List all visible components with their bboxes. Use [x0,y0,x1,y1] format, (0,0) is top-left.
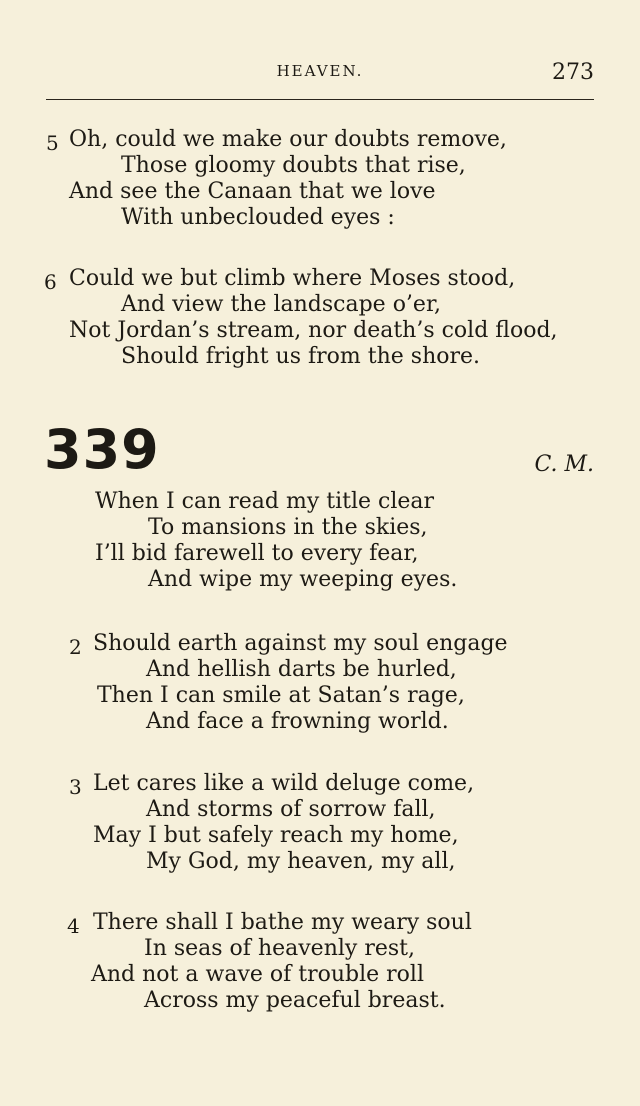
hymn-meter: C. M. [534,452,594,477]
verse-number: 6 [44,270,57,294]
running-header: HEAVEN. [276,62,364,80]
verse-line: Oh, could we make our doubts remove, [69,127,507,152]
verse-line: Then I can smile at Satan’s rage, [97,683,465,708]
verse-number: 5 [46,131,59,155]
verse-line: Across my peaceful breast. [144,988,446,1013]
verse-line: And face a frowning world. [146,709,449,734]
verse-line: And hellish darts be hurled, [146,657,457,682]
verse-line: When I can read my title clear [95,489,435,514]
verse-line: Should earth against my soul engage [93,631,508,656]
verse-number: 3 [69,775,82,799]
verse-line: And storms of sorrow fall, [146,797,436,822]
verse-line: And view the landscape o’er, [121,292,442,317]
verse-number: 4 [67,914,80,938]
verse-line: Not Jordan’s stream, nor death’s cold flood, [69,318,558,343]
verse-line: To mansions in the skies, [148,515,428,540]
verse-number: 2 [69,635,82,659]
verse-line: Could we but climb where Moses stood, [69,266,516,291]
verse-line: And see the Canaan that we love [69,179,436,204]
verse-line: And wipe my weeping eyes. [148,567,458,592]
page-number: 273 [552,60,594,85]
verse-line: My God, my heaven, my all, [146,849,456,874]
verse-line: With unbeclouded eyes : [121,205,395,230]
verse-line: There shall I bathe my weary soul [93,910,472,935]
verse-line: In seas of heavenly rest, [144,936,415,961]
verse-line: Should fright us from the shore. [121,344,481,369]
verse-line: Those gloomy doubts that rise, [121,153,466,178]
hymn-number: 339 [44,418,160,481]
verse-line: May I but safely reach my home, [93,823,459,848]
header-rule [46,99,594,100]
verse-line: Let cares like a wild deluge come, [93,771,475,796]
verse-line: I’ll bid farewell to every fear, [95,541,419,566]
verse-line: And not a wave of trouble roll [91,962,424,987]
